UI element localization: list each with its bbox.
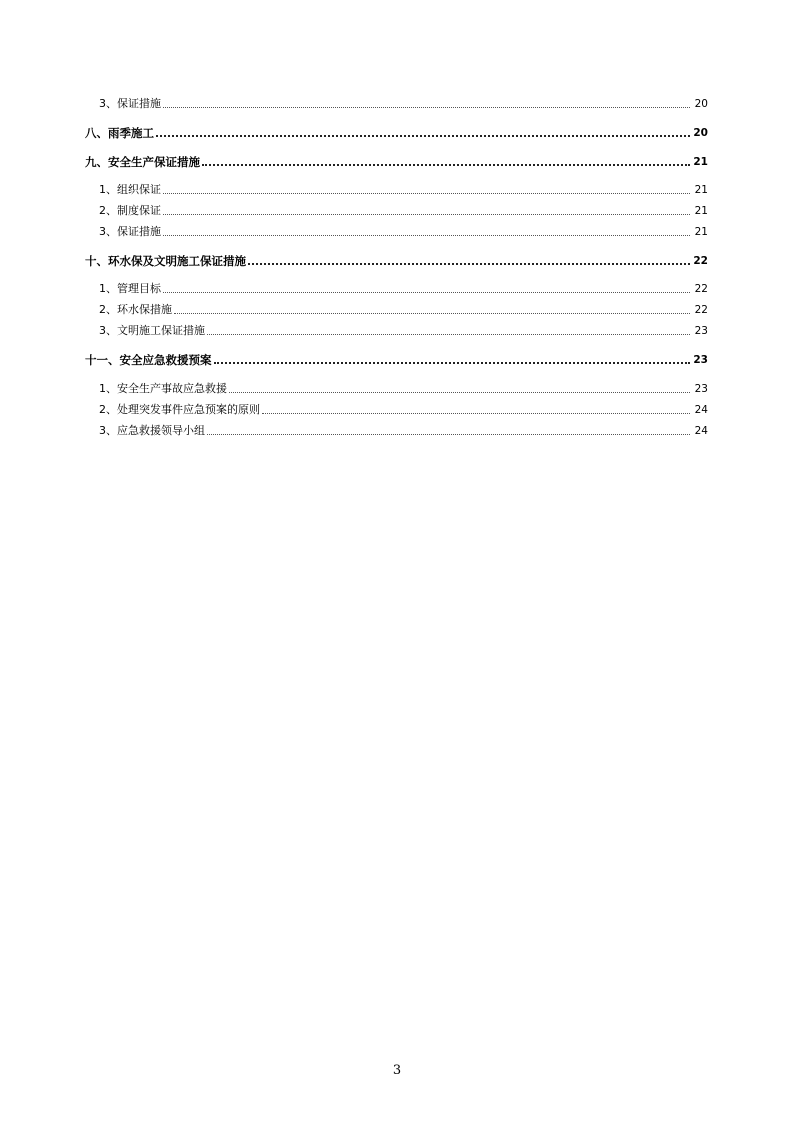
toc-entry-title: 2、处理突发事件应急预案的原则 (99, 403, 260, 416)
toc-entry-page: 21 (693, 156, 708, 168)
toc-entry-title: 2、制度保证 (99, 204, 161, 217)
toc-entry[interactable] (85, 353, 708, 367)
toc-entry-page: 21 (694, 184, 708, 196)
toc-entry-page: 21 (694, 226, 708, 238)
toc-entry-page: 20 (693, 127, 708, 139)
toc-entry-title: 1、组织保证 (99, 183, 161, 196)
toc-dot-leader (248, 263, 690, 265)
toc-entry-page: 22 (694, 304, 708, 316)
toc-entry-title: 十一、安全应急救援预案 (85, 353, 212, 367)
toc-entry[interactable] (99, 403, 708, 417)
toc-entry-page: 20 (694, 98, 708, 110)
toc-entry-title: 3、应急救援领导小组 (99, 424, 205, 437)
toc-entry-title: 1、安全生产事故应急救援 (99, 382, 227, 395)
toc-entry-title: 3、保证措施 (99, 225, 161, 238)
toc-entry-page: 22 (694, 283, 708, 295)
toc-entry[interactable] (99, 303, 708, 317)
toc-dot-leader (214, 362, 691, 364)
toc-entry[interactable] (99, 282, 708, 296)
toc-entry[interactable] (85, 254, 708, 268)
toc-entry-page: 23 (693, 354, 708, 366)
toc-entry-title: 1、管理目标 (99, 282, 161, 295)
toc-entry-page: 24 (694, 404, 708, 416)
toc-entry-title: 3、保证措施 (99, 97, 161, 110)
toc-dot-leader (207, 434, 690, 435)
toc-entry-title: 2、环水保措施 (99, 303, 172, 316)
toc-entry[interactable] (99, 183, 708, 197)
page-number: 3 (392, 1063, 402, 1078)
toc-entry-title: 十、环水保及文明施工保证措施 (85, 254, 246, 268)
toc-entry[interactable] (85, 126, 708, 140)
toc-entry[interactable] (99, 204, 708, 218)
toc-entry-page: 23 (694, 383, 708, 395)
toc-entry-title: 八、雨季施工 (85, 126, 154, 140)
toc-entry-page: 22 (693, 255, 708, 267)
toc-dot-leader (174, 313, 690, 314)
toc-entry[interactable] (99, 225, 708, 239)
toc-entry-page: 21 (694, 205, 708, 217)
toc-dot-leader (163, 235, 690, 236)
toc-dot-leader (163, 193, 690, 194)
toc-dot-leader (156, 135, 690, 137)
toc-dot-leader (229, 392, 690, 393)
toc-dot-leader (163, 292, 690, 293)
toc-dot-leader (163, 214, 690, 215)
toc-entry[interactable] (99, 97, 708, 111)
toc-entry[interactable] (99, 424, 708, 438)
toc-entry-title: 九、安全生产保证措施 (85, 155, 200, 169)
toc-dot-leader (202, 164, 690, 166)
toc-dot-leader (262, 413, 690, 414)
toc-entry[interactable] (99, 324, 708, 338)
toc-entry-page: 23 (694, 325, 708, 337)
toc-dot-leader (207, 334, 690, 335)
toc-entry[interactable] (85, 155, 708, 169)
toc-entry-page: 24 (694, 425, 708, 437)
toc-entry[interactable] (99, 382, 708, 396)
toc-entry-title: 3、文明施工保证措施 (99, 324, 205, 337)
toc-dot-leader (163, 107, 690, 108)
